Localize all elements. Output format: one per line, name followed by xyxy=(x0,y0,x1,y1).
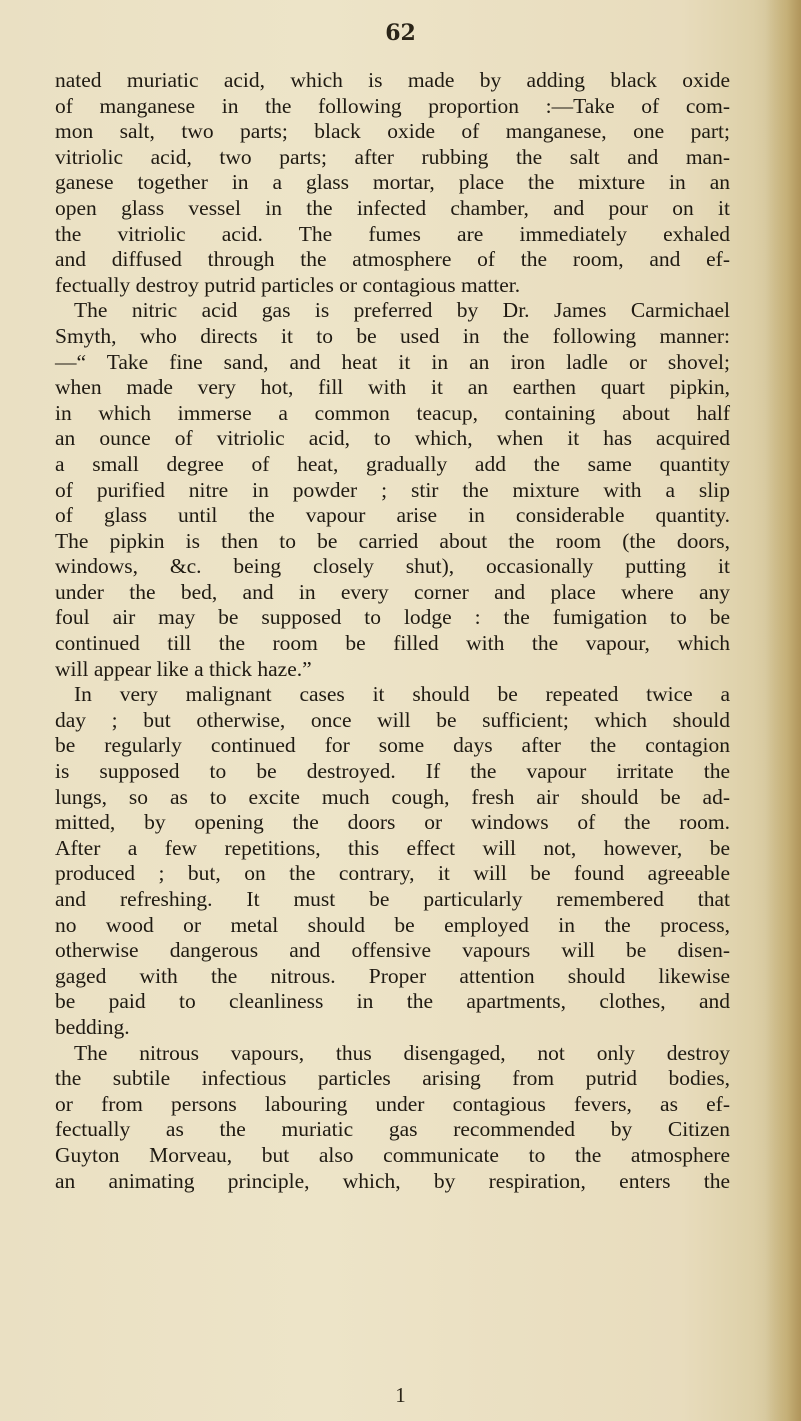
text-line: produced ; but, on the contrary, it will be found agreeable xyxy=(55,861,730,886)
text-line: The nitric acid gas is preferred by Dr. James Carmichael xyxy=(74,298,730,323)
text-line: under the bed, and in every corner and place where any xyxy=(55,579,730,604)
text-line: Smyth, who directs it to be used in the following manner: xyxy=(55,323,730,348)
text-line: otherwise dangerous and offensive vapours will be disen- xyxy=(55,938,730,963)
text-line: no wood or metal should be employed in the process, xyxy=(55,912,730,937)
text-line: and diffused through the atmosphere of the room, and ef- xyxy=(55,247,730,272)
text-line: Guyton Morveau, but also communicate to the atmosphere xyxy=(55,1142,730,1167)
text-line: be paid to cleanliness in the apartments, clothes, and xyxy=(55,989,730,1014)
text-line: The nitrous vapours, thus disengaged, not only destroy xyxy=(74,1040,730,1065)
page-edge-shadow xyxy=(765,0,801,1421)
text-line: the vitriolic acid. The fumes are immediately exhaled xyxy=(55,221,730,246)
text-line: ganese together in a glass mortar, place the mixture in an xyxy=(55,170,730,195)
signature-mark: 1 xyxy=(395,1383,406,1407)
text-line: bedding. xyxy=(55,1014,130,1039)
text-line: nated muriatic acid, which is made by adding black oxide xyxy=(55,68,730,92)
text-line: of glass until the vapour arise in considerable quantity. xyxy=(55,503,730,528)
text-line: of manganese in the following proportion :—Take of com- xyxy=(55,93,730,118)
text-line: mitted, by opening the doors or windows of the room. xyxy=(55,810,730,835)
text-line: After a few repetitions, this effect will not, however, be xyxy=(55,835,730,860)
page-number: 62 xyxy=(385,20,416,46)
text-line: of purified nitre in powder ; stir the mixture with a slip xyxy=(55,477,730,502)
text-line: an ounce of vitriolic acid, to which, when it has acquired xyxy=(55,426,730,451)
text-line: fectually as the muriatic gas recommended by Citizen xyxy=(55,1117,730,1142)
text-line: the subtile infectious particles arising from putrid bodies, xyxy=(55,1066,730,1091)
text-line: day ; but otherwise, once will be sufficient; which should xyxy=(55,707,730,732)
text-line: a small degree of heat, gradually add the same quantity xyxy=(55,451,730,476)
body-text xyxy=(55,68,730,1194)
text-line: fectually destroy putrid particles or contagious matter. xyxy=(55,272,521,297)
text-line: when made very hot, fill with it an earthen quart pipkin, xyxy=(55,375,730,400)
text-line: lungs, so as to excite much cough, fresh air should be ad- xyxy=(55,784,730,809)
text-line: and refreshing. It must be particularly remembered that xyxy=(55,887,730,911)
text-line: be regularly continued for some days after the contagion xyxy=(55,733,730,758)
text-line: In very malignant cases it should be repeated twice a xyxy=(74,682,730,707)
text-line: gaged with the nitrous. Proper attention should likewise xyxy=(55,963,730,988)
text-line: windows, &c. being closely shut), occasionally putting it xyxy=(55,554,730,579)
text-line: The pipkin is then to be carried about the room (the doors, xyxy=(55,528,730,553)
text-line: or from persons labouring under contagious fevers, as ef- xyxy=(55,1091,730,1116)
text-line: mon salt, two parts; black oxide of manganese, one part; xyxy=(55,119,730,144)
text-line: will appear like a thick haze.” xyxy=(55,656,312,681)
text-line: foul air may be supposed to lodge : the fumigation to be xyxy=(55,605,730,630)
text-line: —“ Take fine sand, and heat it in an iron ladle or shovel; xyxy=(55,349,730,374)
text-line: in which immerse a common teacup, containing about half xyxy=(55,400,730,425)
text-line: open glass vessel in the infected chamber, and pour on it xyxy=(55,195,730,220)
text-line: is supposed to be destroyed. If the vapour irritate the xyxy=(55,759,730,784)
text-line: continued till the room be filled with the vapour, which xyxy=(55,631,730,656)
text-line: an animating principle, which, by respiration, enters the xyxy=(55,1168,730,1193)
text-line: vitriolic acid, two parts; after rubbing the salt and man- xyxy=(55,144,730,169)
